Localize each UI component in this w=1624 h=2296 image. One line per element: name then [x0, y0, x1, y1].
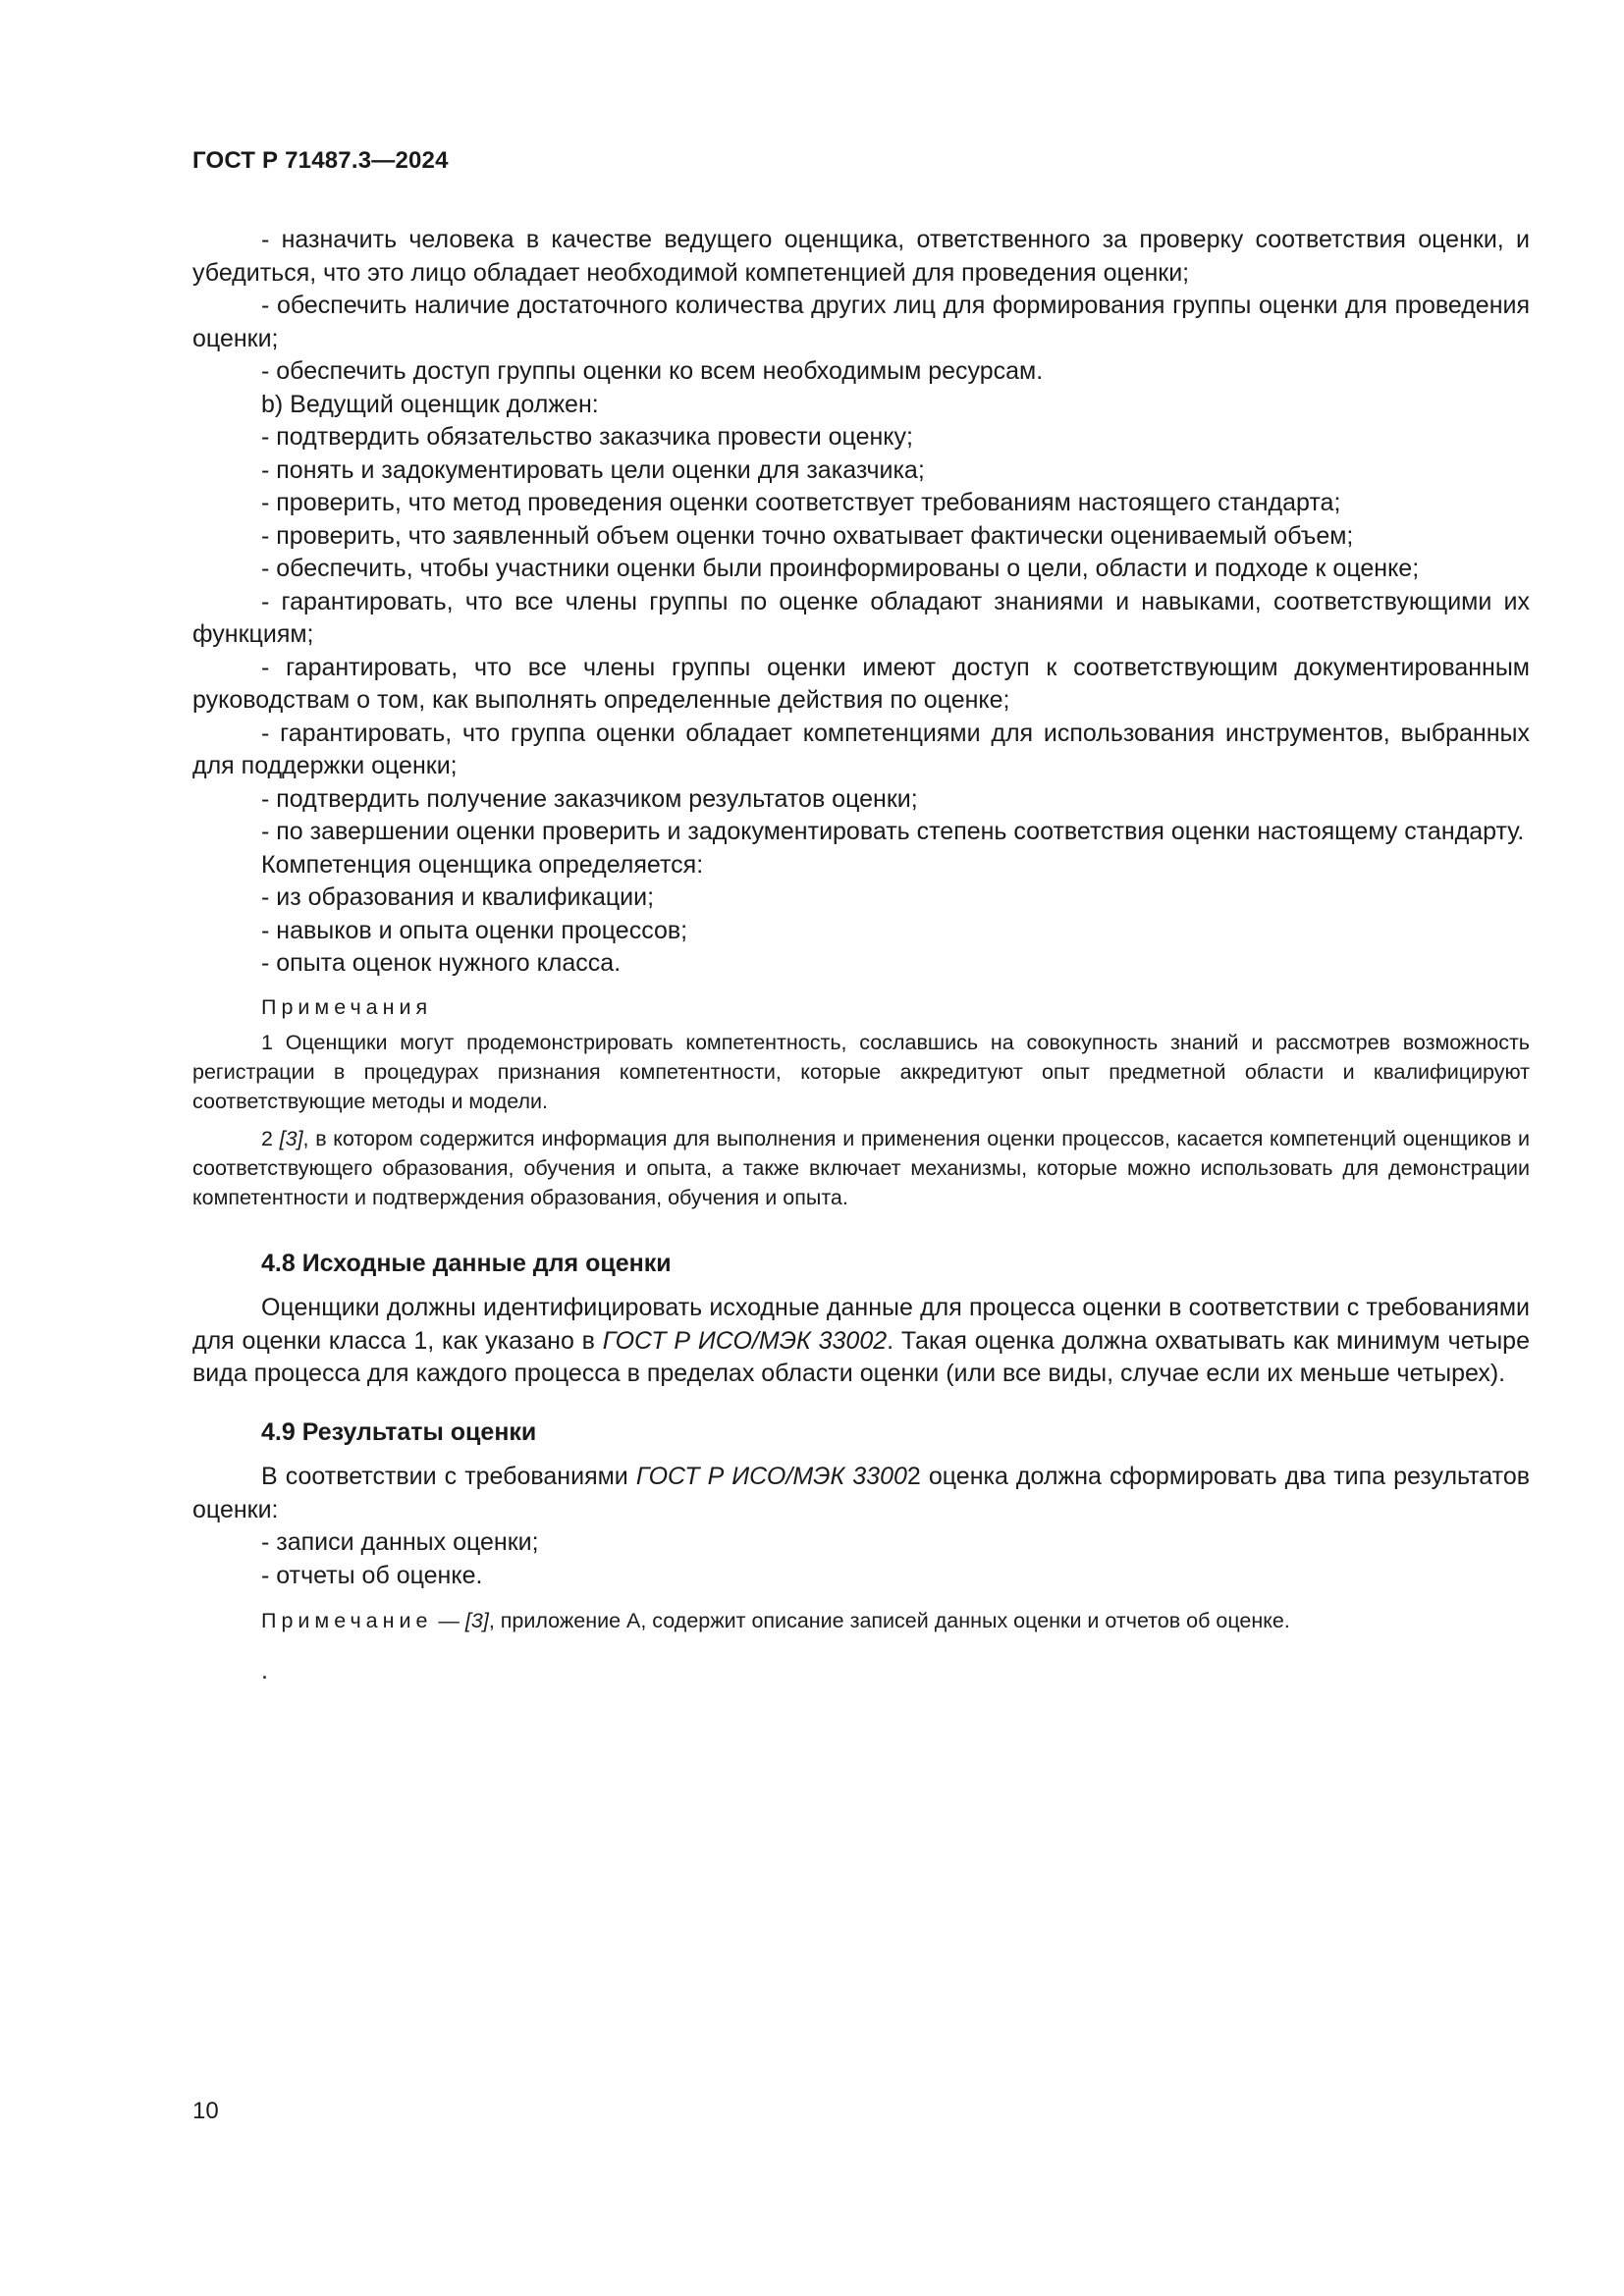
note-2-prefix: 2 [261, 1126, 280, 1150]
list-item: - назначить человека в качестве ведущего оценщика, ответственного за проверку соответствия оценки, и убедиться, что это лицо обладает необходимой компетенцией для проведения оценки; [192, 226, 1530, 287]
list-item: - проверить, что метод проведения оценки соответствует требованиям настоящего стандарта; [261, 489, 1341, 516]
list-item: - обеспечить, чтобы участники оценки были проинформированы о цели, области и подходе к оценке; [261, 555, 1420, 582]
trailing-dot: . [261, 1657, 268, 1684]
competence-heading: Компетенция оценщика определяется: [261, 850, 704, 879]
list-item: - понять и задокументировать цели оценки для заказчика; [261, 455, 925, 484]
list-item: - обеспечить наличие достаточного количества других лиц для формирования группы оценки для проведения оценки; [192, 292, 1530, 352]
list-item: - обеспечить доступ группы оценки ко всем необходимым ресурсам. [261, 357, 1044, 385]
note-label: Примечание [261, 1609, 433, 1632]
list-item: - отчеты об оценке. [261, 1561, 483, 1589]
section-4-8-text-after: . Такая оценка должна охватывать как минимум четыре вида процесса для каждого процесса в пределах области оценки (или все виды, случае если их меньше четырех). [192, 1326, 1530, 1387]
list-item: - по завершении оценки проверить и задокументировать степень соответствия оценки настоящему стандарту. [261, 818, 1525, 845]
notes-heading: Примечания [261, 994, 433, 1019]
section-4-9-text [192, 1461, 1530, 1526]
document-header: ГОСТ Р 71487.3—2024 [192, 147, 449, 174]
section-4-9-reference: ГОСТ Р ИСО/МЭК 3300 [635, 1463, 907, 1490]
section-4-8-text [192, 1292, 1530, 1391]
list-item: - подтвердить получение заказчиком результатов оценки; [261, 784, 918, 813]
list-item: - проверить, что заявленный объем оценки точно охватывает фактически оцениваемый объем; [261, 521, 1354, 550]
section-4-8-title: 4.8 Исходные данные для оценки [261, 1249, 672, 1277]
section-4-9-text-after: 2 оценка должна сформировать два типа результатов оценки: [192, 1463, 1531, 1523]
section-4-9-note [192, 1606, 1530, 1635]
note-text: , приложение А, содержит описание записей данных оценки и отчетов об оценке. [488, 1609, 1290, 1632]
note-dash: — [432, 1609, 465, 1632]
note-2-text: , в котором содержится информация для выполнения и применения оценки процессов, касается компетенций оценщиков и соответствующего образования, обучения и опыта, а также включает механизмы, которые можно использовать для демонстрации компетентности и подтверждения образования, обучения и опыта. [192, 1126, 1530, 1209]
section-4-8-reference: ГОСТ Р ИСО/МЭК 33002 [602, 1326, 888, 1355]
page-content [192, 224, 1530, 1688]
list-heading: b) Ведущий оценщик должен: [261, 390, 599, 418]
list-item: - записи данных оценки; [261, 1528, 539, 1556]
list-item: - опыта оценок нужного класса. [261, 949, 622, 977]
page-number: 10 [192, 2098, 219, 2124]
list-item: - гарантировать, что группа оценки обладает компетенциями для использования инструментов, выбранных для поддержки оценки; [192, 719, 1530, 779]
list-item: - гарантировать, что все члены группы оценки имеют доступ к соответствующим документированным руководствам о том, как выполнять определенные действия по оценке; [192, 653, 1530, 714]
note-reference: [3] [464, 1609, 489, 1632]
list-item: - гарантировать, что все члены группы по оценке обладают знаниями и навыками, соответствующими их функциям; [192, 587, 1530, 648]
section-4-9-text-before: В соответствии с требованиями [261, 1463, 636, 1490]
note-2 [192, 1124, 1530, 1212]
list-item: - из образования и квалификации; [261, 883, 655, 911]
note-2-reference: [3] [279, 1126, 303, 1150]
section-4-9-title: 4.9 Результаты оценки [261, 1417, 537, 1446]
list-item: - навыков и опыта оценки процессов; [261, 916, 688, 944]
section-4-8-text-before: Оценщики должны идентифицировать исходные данные для процесса оценки в соответствии с требованиями для оценки класса 1, как указано в [192, 1294, 1530, 1355]
note-1: 1 Оценщики могут продемонстрировать компетентность, сославшись на совокупность знаний и рассмотрев возможность регистрации в процедурах признания компетентности, которые аккредитуют опыт предметной области и квалифицируют соответствующие методы и модели. [192, 1030, 1530, 1113]
list-item: - подтвердить обязательство заказчика провести оценку; [261, 423, 913, 451]
